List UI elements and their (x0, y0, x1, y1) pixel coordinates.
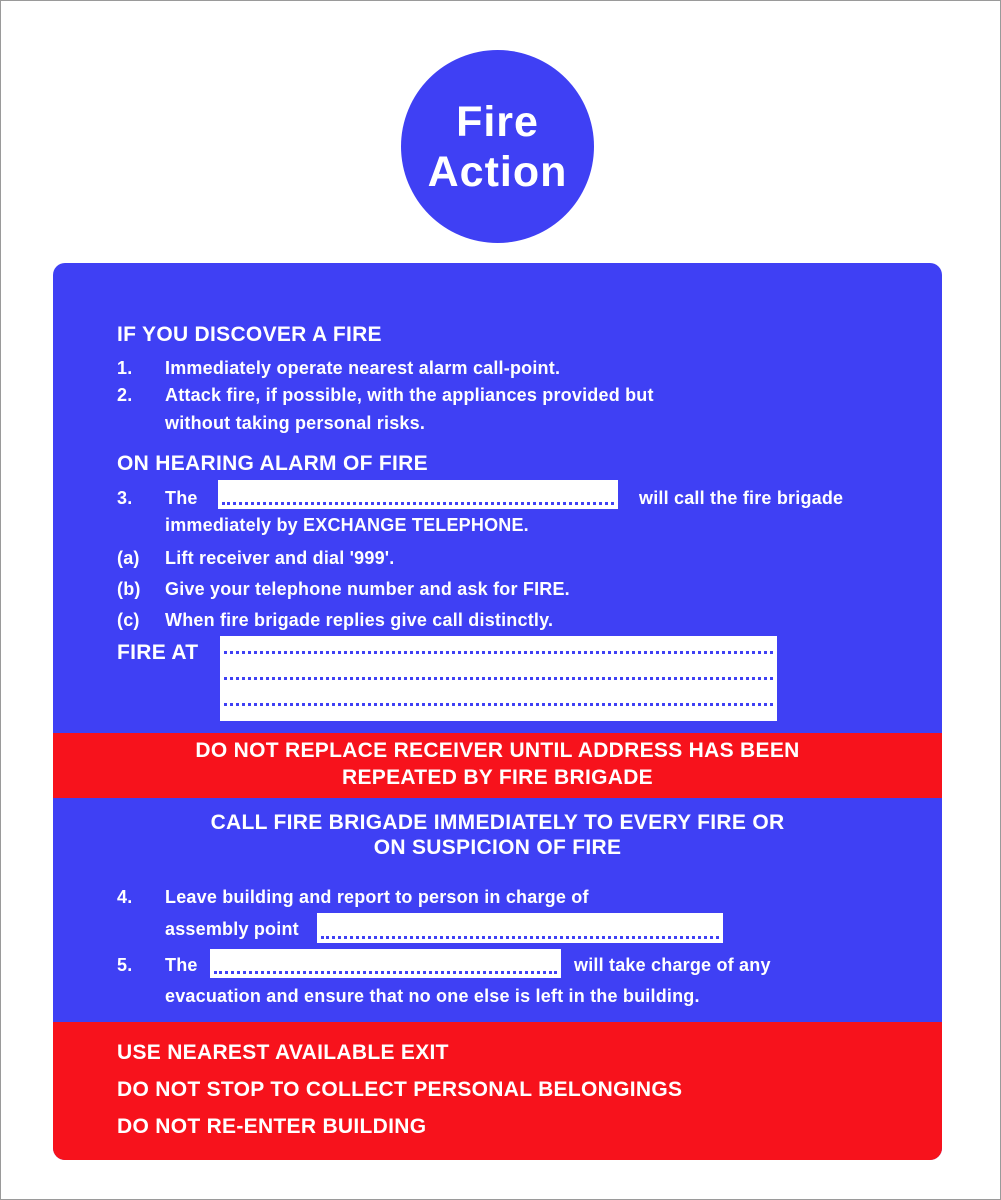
fire-address-field[interactable] (220, 636, 777, 721)
exit-line-3: DO NOT RE-ENTER BUILDING (117, 1115, 427, 1138)
sub-c-text: When fire brigade replies give call distinctly. (165, 610, 554, 630)
sub-a-text: Lift receiver and dial '999'. (165, 548, 395, 568)
item-3-line2: immediately by EXCHANGE TELEPHONE. (165, 515, 529, 535)
dotted-line (224, 651, 773, 654)
instructions-panel (53, 263, 942, 1160)
alarm-heading: ON HEARING ALARM OF FIRE (117, 452, 428, 475)
evacuation-officer-field[interactable] (210, 949, 561, 978)
item-2-text: Attack fire, if possible, with the appliances provided but (165, 385, 654, 405)
item-5-number: 5. (117, 955, 133, 975)
item-5-pre: The (165, 955, 198, 975)
item-1-text: Immediately operate nearest alarm call-point. (165, 358, 561, 378)
exit-instructions-banner (53, 1022, 942, 1160)
sub-b-text: Give your telephone number and ask for FIRE. (165, 579, 570, 599)
assembly-point-field[interactable] (317, 913, 723, 943)
dotted-line (222, 502, 614, 505)
item-4-text: Leave building and report to person in charge of (165, 887, 589, 907)
sub-a-label: (a) (117, 548, 140, 568)
exit-line-2: DO NOT STOP TO COLLECT PERSONAL BELONGINGS (117, 1078, 683, 1101)
dotted-line (224, 703, 773, 706)
dotted-line (214, 971, 557, 974)
item-4-number: 4. (117, 887, 133, 907)
exit-line-1: USE NEAREST AVAILABLE EXIT (117, 1041, 449, 1064)
item-3-number: 3. (117, 488, 133, 508)
sub-b-label: (b) (117, 579, 141, 599)
item-3-pre: The (165, 488, 198, 508)
badge-title-line1: Fire (456, 97, 539, 146)
receiver-warning-line1: DO NOT REPLACE RECEIVER UNTIL ADDRESS HAS BEEN (195, 739, 800, 762)
dotted-line (224, 677, 773, 680)
item-1-number: 1. (117, 358, 133, 378)
responsible-person-field[interactable] (218, 480, 618, 509)
fire-at-label: FIRE AT (117, 641, 199, 664)
call-brigade-line1: CALL FIRE BRIGADE IMMEDIATELY TO EVERY FIRE OR (210, 811, 785, 834)
item-5-post: will take charge of any (574, 955, 771, 975)
receiver-warning-line2: REPEATED BY FIRE BRIGADE (342, 766, 653, 789)
fire-action-badge (401, 50, 594, 243)
item-2-number: 2. (117, 385, 133, 405)
dotted-line (321, 936, 719, 939)
item-2-text-cont: without taking personal risks. (165, 413, 426, 433)
call-brigade-line2: ON SUSPICION OF FIRE (373, 836, 622, 859)
receiver-warning-banner (53, 733, 942, 798)
item-4-line2: assembly point (165, 919, 299, 939)
badge-title-line2: Action (427, 147, 568, 196)
discover-heading: IF YOU DISCOVER A FIRE (117, 323, 382, 346)
item-5-line2: evacuation and ensure that no one else is left in the building. (165, 986, 700, 1006)
sub-c-label: (c) (117, 610, 140, 630)
item-3-post: will call the fire brigade (639, 488, 844, 508)
